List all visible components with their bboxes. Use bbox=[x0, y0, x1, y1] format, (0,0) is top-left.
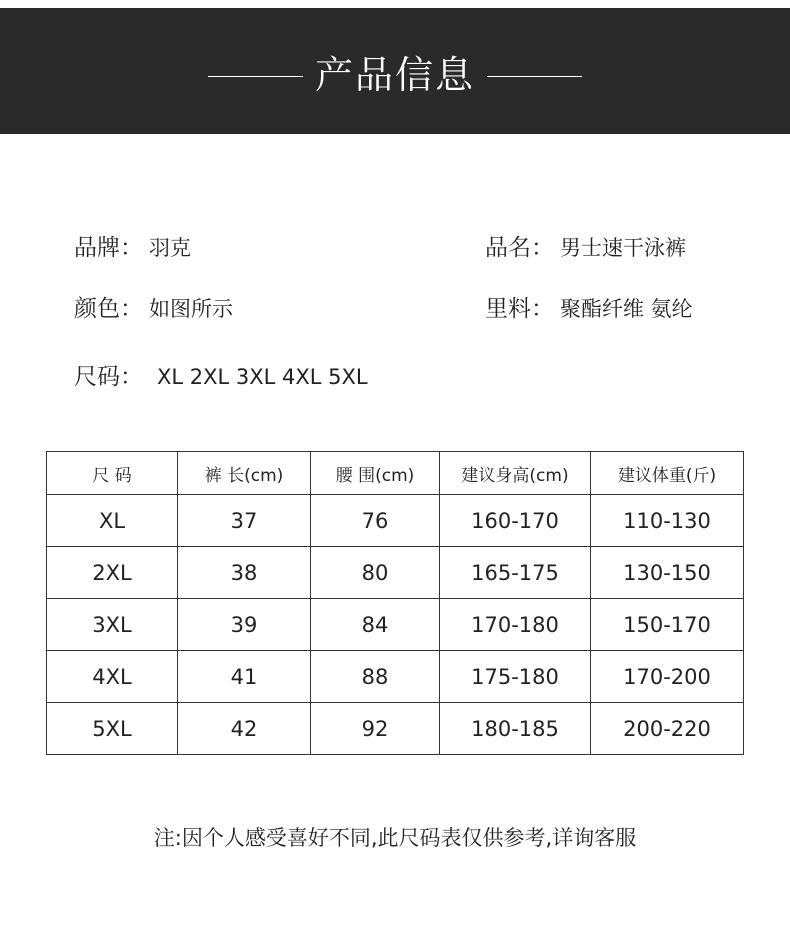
table-header-cell: 腰 围(cm) bbox=[311, 452, 440, 495]
fabric-label: 里料： bbox=[485, 296, 554, 322]
table-cell: 170-180 bbox=[440, 599, 591, 651]
table-cell: 170-200 bbox=[591, 651, 744, 703]
table-cell: 150-170 bbox=[591, 599, 744, 651]
table-cell: 175-180 bbox=[440, 651, 591, 703]
table-cell: 41 bbox=[178, 651, 311, 703]
table-row bbox=[47, 599, 744, 651]
color-value: 如图所示 bbox=[149, 297, 233, 321]
table-cell: 200-220 bbox=[591, 703, 744, 755]
table-cell: 4XL bbox=[47, 651, 178, 703]
table-cell: 160-170 bbox=[440, 495, 591, 547]
table-cell: 92 bbox=[311, 703, 440, 755]
table-cell: 180-185 bbox=[440, 703, 591, 755]
page-title: 产品信息 bbox=[314, 53, 475, 97]
table-cell: 5XL bbox=[47, 703, 178, 755]
table-cell: 110-130 bbox=[591, 495, 744, 547]
table-header-cell: 裤 长(cm) bbox=[178, 452, 311, 495]
header-divider-right bbox=[487, 76, 582, 77]
product-name-label: 品名： bbox=[485, 235, 554, 261]
brand-info bbox=[74, 233, 191, 263]
disclaimer-note: 注:因个人感受喜好不同,此尺码表仅供参考,详询客服 bbox=[153, 826, 637, 850]
table-header-cell: 建议体重(斤) bbox=[591, 452, 744, 495]
brand-label: 品牌： bbox=[74, 235, 143, 261]
color-label: 颜色： bbox=[74, 296, 143, 322]
table-cell: XL bbox=[47, 495, 178, 547]
table-cell: 38 bbox=[178, 547, 311, 599]
fabric-value: 聚酯纤维 氨纶 bbox=[560, 297, 693, 321]
product-name-info bbox=[485, 233, 686, 263]
table-cell: 130-150 bbox=[591, 547, 744, 599]
table-header-cell: 尺 码 bbox=[47, 452, 178, 495]
table-header-cell: 建议身高(cm) bbox=[440, 452, 591, 495]
table-cell: 80 bbox=[311, 547, 440, 599]
product-name-value: 男士速干泳裤 bbox=[560, 236, 686, 260]
table-cell: 42 bbox=[178, 703, 311, 755]
table-cell: 84 bbox=[311, 599, 440, 651]
table-cell: 3XL bbox=[47, 599, 178, 651]
table-row bbox=[47, 547, 744, 599]
table-cell: 76 bbox=[311, 495, 440, 547]
table-row bbox=[47, 703, 744, 755]
size-label: 尺码： bbox=[74, 364, 143, 390]
table-header-row bbox=[47, 452, 744, 495]
size-value: XL 2XL 3XL 4XL 5XL bbox=[157, 365, 368, 389]
size-info bbox=[74, 362, 368, 392]
table-cell: 39 bbox=[178, 599, 311, 651]
table-cell: 2XL bbox=[47, 547, 178, 599]
fabric-info bbox=[485, 294, 693, 324]
table-cell: 88 bbox=[311, 651, 440, 703]
brand-value: 羽克 bbox=[149, 236, 191, 260]
header-banner bbox=[0, 8, 790, 134]
table-cell: 165-175 bbox=[440, 547, 591, 599]
color-info bbox=[74, 294, 233, 324]
size-chart-table bbox=[46, 451, 744, 755]
table-row bbox=[47, 495, 744, 547]
table-row bbox=[47, 651, 744, 703]
table-cell: 37 bbox=[178, 495, 311, 547]
